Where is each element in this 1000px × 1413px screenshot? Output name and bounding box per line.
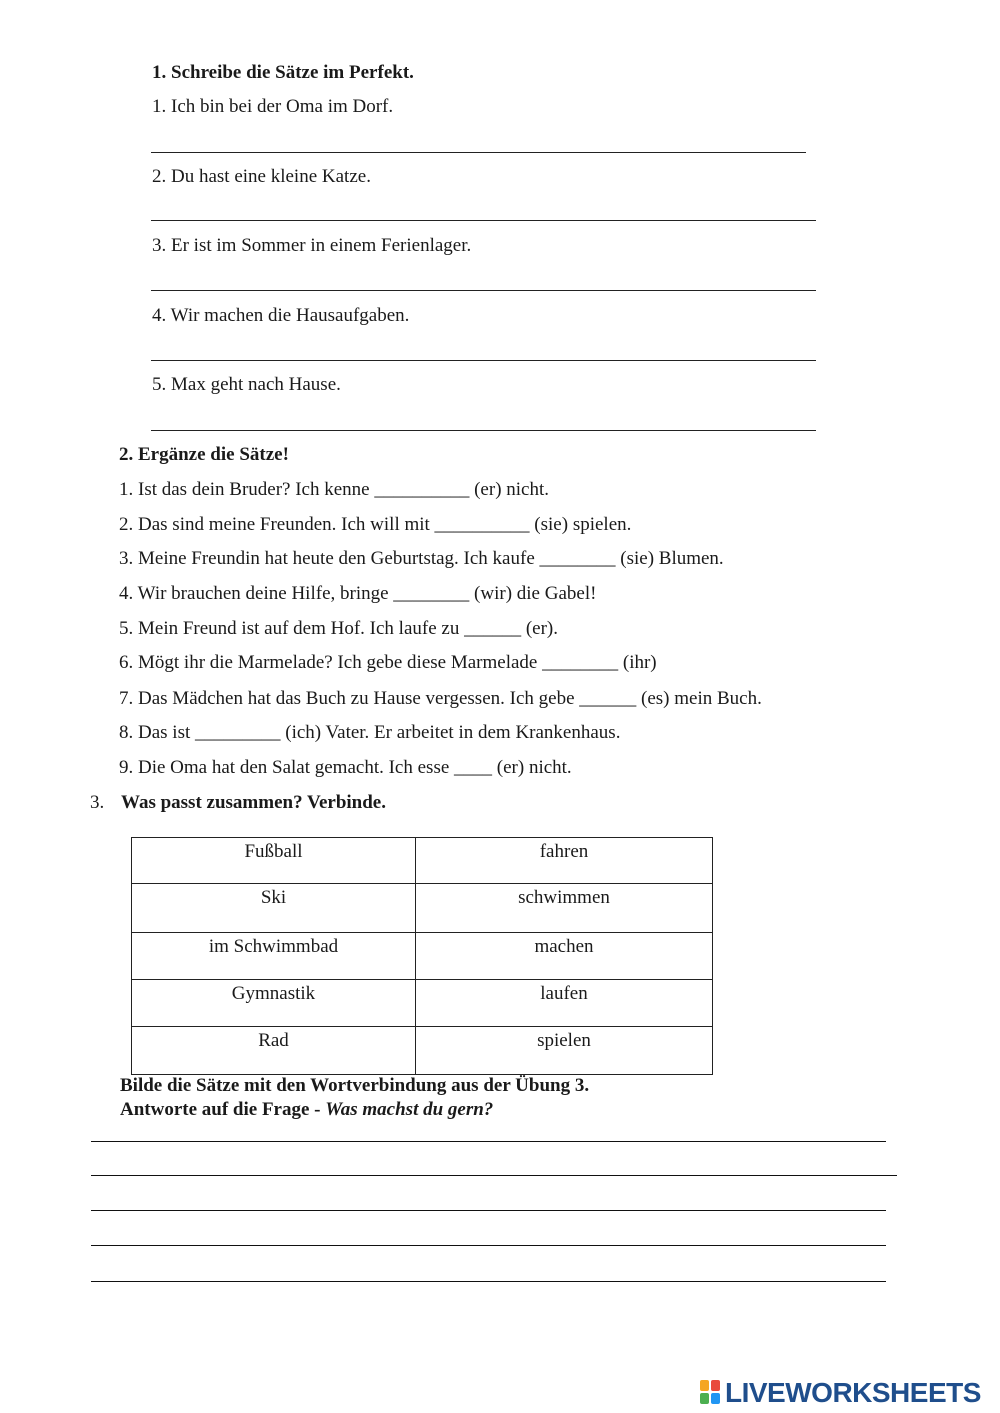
- fill-in-sentence-3[interactable]: 3. Meine Freundin hat heute den Geburtstag. Ich kaufe ________ (sie) Blumen.: [119, 548, 724, 569]
- table-row: [132, 980, 713, 1027]
- table-cell-right[interactable]: spielen: [416, 1027, 713, 1075]
- section1-sentence-2: 2. Du hast eine kleine Katze.: [152, 166, 371, 187]
- fill-in-sentence-6[interactable]: 6. Mögt ihr die Marmelade? Ich gebe diese Marmelade ________ (ihr): [119, 652, 657, 673]
- answer-line-2[interactable]: [151, 220, 816, 221]
- table-cell-left[interactable]: Rad: [132, 1027, 416, 1075]
- table-row: [132, 838, 713, 884]
- section1-heading: 1. Schreibe die Sätze im Perfekt.: [152, 62, 414, 83]
- section1-sentence-4: 4. Wir machen die Hausaufgaben.: [152, 305, 410, 326]
- fill-in-sentence-2[interactable]: 2. Das sind meine Freunden. Ich will mit __________ (sie) spielen.: [119, 514, 632, 535]
- fill-in-sentence-8[interactable]: 8. Das ist _________ (ich) Vater. Er arbeitet in dem Krankenhaus.: [119, 722, 621, 743]
- answer-line-6[interactable]: [91, 1141, 886, 1142]
- table-row: [132, 884, 713, 933]
- fill-in-sentence-9[interactable]: 9. Die Oma hat den Salat gemacht. Ich esse ____ (er) nicht.: [119, 757, 572, 778]
- answer-line-7[interactable]: [91, 1175, 897, 1176]
- logo-text: LIVEWORKSHEETS: [725, 1377, 981, 1408]
- question-text: Was machst du gern?: [325, 1099, 494, 1120]
- section3-heading: Was passt zusammen? Verbinde.: [121, 792, 386, 813]
- table-cell-left[interactable]: im Schwimmbad: [132, 933, 416, 980]
- question-prefix: Antworte auf die Frage -: [120, 1099, 326, 1120]
- table-cell-right[interactable]: schwimmen: [416, 884, 713, 933]
- table-cell-right[interactable]: laufen: [416, 980, 713, 1027]
- table-cell-left[interactable]: Ski: [132, 884, 416, 933]
- answer-line-1[interactable]: [151, 152, 806, 153]
- answer-line-5[interactable]: [151, 430, 816, 431]
- answer-line-4[interactable]: [151, 360, 816, 361]
- logo-mark-block: [711, 1393, 720, 1404]
- answer-line-9[interactable]: [91, 1245, 886, 1246]
- table-cell-left[interactable]: Gymnastik: [132, 980, 416, 1027]
- section3-question-line: [120, 1099, 493, 1121]
- section1-sentence-5: 5. Max geht nach Hause.: [152, 374, 341, 395]
- table-row: [132, 1027, 713, 1075]
- logo-mark-icon: [700, 1380, 722, 1406]
- liveworksheets-logo[interactable]: [700, 1377, 981, 1409]
- logo-mark-block: [700, 1393, 709, 1404]
- matching-table: [131, 837, 713, 1075]
- table-cell-right[interactable]: machen: [416, 933, 713, 980]
- answer-line-8[interactable]: [91, 1210, 886, 1211]
- answer-line-3[interactable]: [151, 290, 816, 291]
- logo-mark-block: [700, 1380, 709, 1391]
- fill-in-sentence-4[interactable]: 4. Wir brauchen deine Hilfe, bringe ________ (wir) die Gabel!: [119, 583, 597, 604]
- section3-instruction: Bilde die Sätze mit den Wortverbindung aus der Übung 3.: [120, 1075, 590, 1096]
- table-cell-right[interactable]: fahren: [416, 838, 713, 884]
- table-row: [132, 933, 713, 980]
- section1-sentence-3: 3. Er ist im Sommer in einem Ferienlager.: [152, 235, 472, 256]
- section3-number: 3.: [90, 792, 105, 813]
- section2-heading: 2. Ergänze die Sätze!: [119, 444, 289, 465]
- fill-in-sentence-7[interactable]: 7. Das Mädchen hat das Buch zu Hause vergessen. Ich gebe ______ (es) mein Buch.: [119, 688, 762, 709]
- section1-sentence-1: 1. Ich bin bei der Oma im Dorf.: [152, 96, 394, 117]
- fill-in-sentence-5[interactable]: 5. Mein Freund ist auf dem Hof. Ich laufe zu ______ (er).: [119, 618, 558, 639]
- fill-in-sentence-1[interactable]: 1. Ist das dein Bruder? Ich kenne __________ (er) nicht.: [119, 479, 550, 500]
- logo-mark-block: [711, 1380, 720, 1391]
- table-cell-left[interactable]: Fußball: [132, 838, 416, 884]
- answer-line-10[interactable]: [91, 1281, 886, 1282]
